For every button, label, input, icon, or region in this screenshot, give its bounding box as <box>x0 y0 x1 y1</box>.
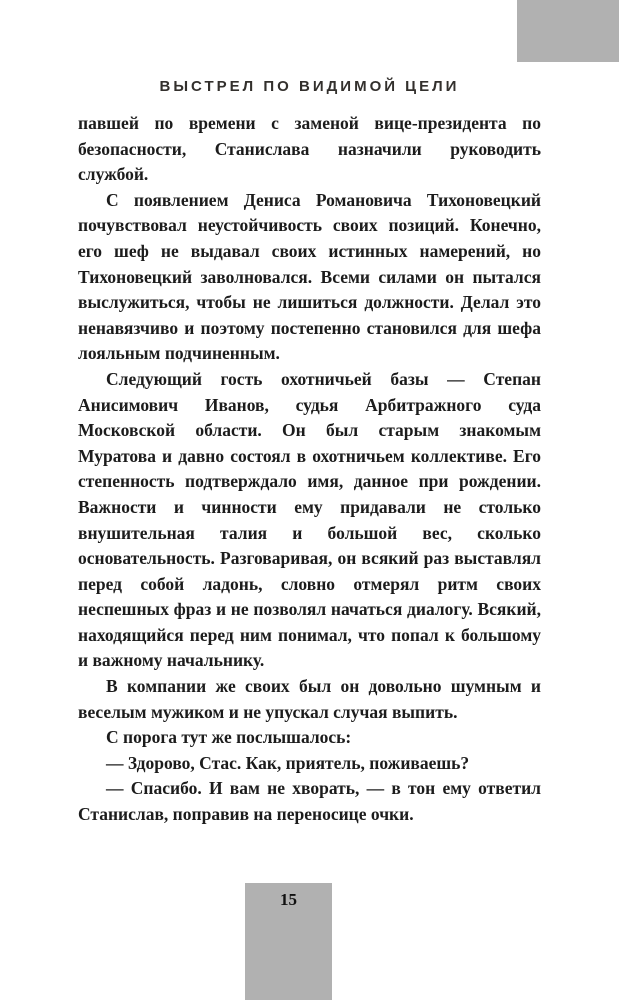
top-right-gray-bar <box>517 0 619 62</box>
dialogue-line: — Спасибо. И вам не хворать, — в тон ему ответил Станислав, поправив на переносице очки. <box>78 778 541 825</box>
bottom-gray-bar <box>245 883 332 1000</box>
dialogue-line: — Здорово, Стас. Как, приятель, поживаешь? <box>106 752 470 773</box>
paragraph: В компании же своих был он довольно шумным и веселым мужиком и не упускал случая выпить. <box>78 676 541 722</box>
page-number: 15 <box>280 890 297 909</box>
paragraph-continuation: павшей по времени с заменой вице-президента по безопасности, Станислава назначили руководить службой. <box>78 113 541 185</box>
paragraph: Следующий гость охотничьей базы — Степан Анисимович Иванов, судья Арбитражного суда Московской области. Он был старым знакомым Муратова и давно состоял в охотничьем коллективе. Его степенность подтверждало имя, данное при рождении. Важности и чинности ему придавали не столько внушительная талия и большой вес, сколько основательность. Разговаривая, он всякий раз выставлял перед собой ладонь, словно отмерял ритм своих неспешных фраз и не позволял начаться диалогу. Всякий, находящийся перед ним понимал, что попал к большому и важному начальнику. <box>78 368 541 671</box>
paragraph: С порога тут же послышалось: <box>106 727 352 748</box>
running-title: ВЫСТРЕЛ ПО ВИДИМОЙ ЦЕЛИ <box>159 78 460 95</box>
page-body-text <box>78 111 541 828</box>
paragraph: С появлением Дениса Романовича Тихоновецкий почувствовал неустойчивость своих позиций. Конечно, его шеф не выдавал своих истинных намерений, но Тихоновецкий заволновался. Всеми силами он пытался выслужиться, чтобы не лишиться должности. Делал это ненавязчиво и поэтому постепенно становился для шефа лояльным подчиненным. <box>78 189 541 364</box>
